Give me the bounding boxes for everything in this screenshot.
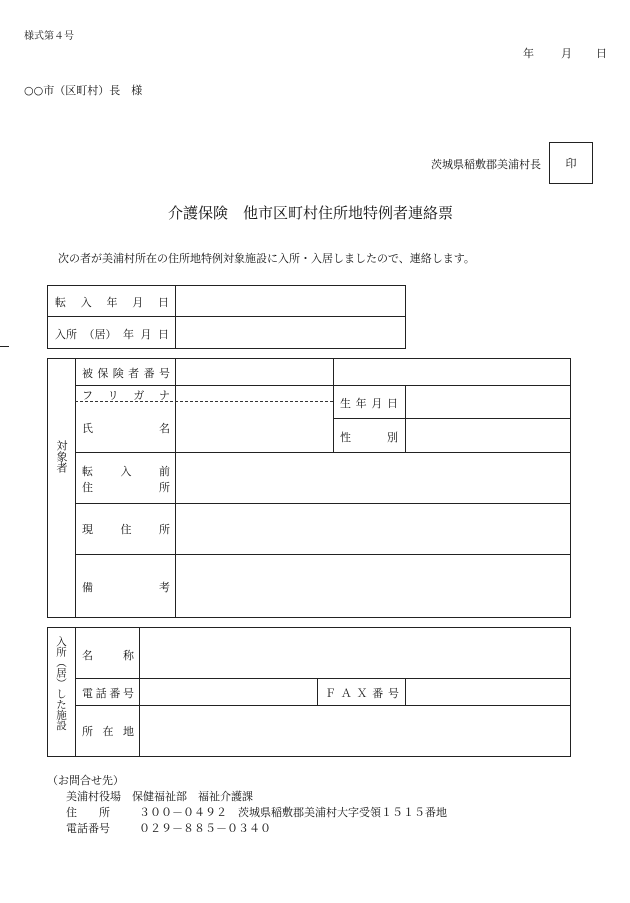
birth-date-field[interactable] bbox=[406, 386, 570, 418]
move-in-date-field[interactable] bbox=[176, 286, 404, 316]
date-year-label: 年 bbox=[523, 47, 534, 60]
current-address-label: 現 住 所 bbox=[82, 523, 170, 536]
facility-name-field[interactable] bbox=[140, 628, 570, 678]
contact-phone-label: 電話番号 bbox=[66, 822, 110, 835]
previous-address-field[interactable] bbox=[176, 453, 570, 503]
col-divider bbox=[75, 358, 76, 618]
col-divider bbox=[317, 678, 318, 705]
name-label: 氏 名 bbox=[82, 422, 170, 435]
admission-date-label: 入所 （居） 年 月 日 bbox=[55, 328, 169, 341]
admission-date-field[interactable] bbox=[176, 317, 404, 348]
name-field[interactable] bbox=[176, 402, 333, 452]
fax-label: Ｆ Ａ Ｘ 番 号 bbox=[325, 687, 399, 700]
phone-label: 電 話 番 号 bbox=[82, 687, 134, 700]
seal-box bbox=[549, 142, 593, 184]
remarks-label: 備 考 bbox=[82, 581, 170, 594]
previous-address-label-line1: 転 入 前 bbox=[82, 465, 170, 478]
contact-address-label: 住 所 bbox=[66, 806, 110, 819]
form-number: 様式第４号 bbox=[24, 31, 74, 42]
furigana-label: フ リ ガ ナ bbox=[82, 389, 170, 402]
fax-field[interactable] bbox=[406, 679, 570, 705]
date-month-label: 月 bbox=[561, 47, 572, 60]
previous-address-label-line2: 住 所 bbox=[82, 481, 170, 494]
contact-heading: （お問合せ先） bbox=[47, 774, 124, 787]
contact-address-value: ３００－０４９２ 茨城県稲敷郡美浦村大字受領１５１５番地 bbox=[139, 806, 447, 819]
col-divider bbox=[333, 358, 334, 452]
margin-tick bbox=[0, 346, 9, 347]
contact-office: 美浦村役場 保健福祉部 福祉介護課 bbox=[66, 790, 253, 803]
contact-phone-value: ０２９－８８５－０３４０ bbox=[139, 822, 271, 835]
furigana-field[interactable] bbox=[176, 386, 333, 401]
sex-label: 性 別 bbox=[340, 431, 398, 444]
remarks-field[interactable] bbox=[176, 555, 570, 617]
page-title: 介護保険 他市区町村住所地特例者連絡票 bbox=[168, 204, 454, 222]
phone-field[interactable] bbox=[140, 679, 317, 705]
current-address-field[interactable] bbox=[176, 504, 570, 554]
addressee: ○○市（区町村）長 様 bbox=[24, 84, 143, 97]
facility-section-label: 入所（居）した施設 bbox=[55, 636, 67, 731]
date-day-label: 日 bbox=[596, 47, 607, 60]
location-field[interactable] bbox=[140, 706, 570, 756]
facility-name-label: 名 称 bbox=[82, 649, 134, 662]
location-label: 所 在 地 bbox=[82, 725, 134, 738]
sex-field[interactable] bbox=[406, 419, 570, 452]
move-in-date-label: 転 入 年 月 日 bbox=[55, 296, 169, 309]
col-divider bbox=[75, 627, 76, 757]
subject-section-label: 対象者 bbox=[55, 440, 68, 473]
insured-number-label: 被 保 険 者 番 号 bbox=[82, 367, 170, 380]
birth-date-label: 生 年 月 日 bbox=[340, 397, 398, 410]
intro-text: 次の者が美浦村所在の住所地特例対象施設に入所・入居しましたので、連絡します。 bbox=[58, 252, 475, 265]
insured-number-field[interactable] bbox=[176, 359, 333, 385]
sender-name: 茨城県稲敷郡美浦村長 bbox=[431, 158, 541, 171]
seal-label: 印 bbox=[565, 157, 577, 170]
